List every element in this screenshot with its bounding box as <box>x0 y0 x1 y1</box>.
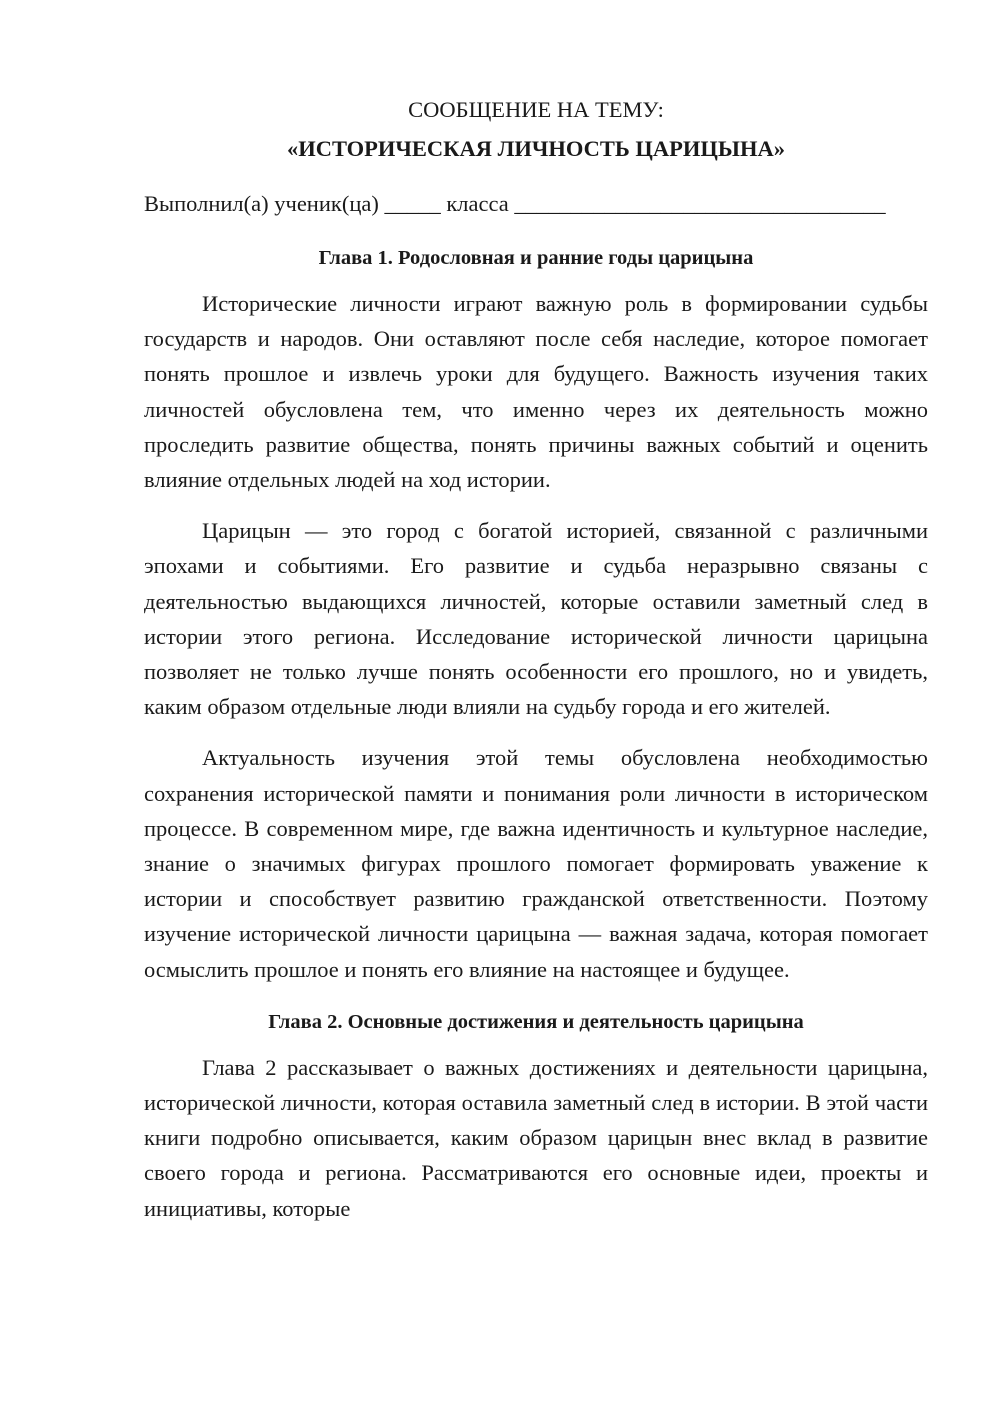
chapter-1-paragraph-2: Царицын — это город с богатой историей, связанной с различными эпохами и событиями. Его развитие и судьба неразрывно связаны с деятельностью выдающихся личностей, которые оставили заметный след в истории этого региона. Исследование исторической личности царицына позволяет не только лучше понять особенности его прошлого, но и увидеть, каким образом отдельные люди влияли на судьбу города и его жителей. <box>144 518 928 720</box>
document-page <box>144 92 928 1226</box>
document-title: «ИСТОРИЧЕСКАЯ ЛИЧНОСТЬ ЦАРИЦЫНА» <box>286 136 786 161</box>
chapter-2-title: Глава 2. Основные достижения и деятельность царицына <box>268 1010 804 1033</box>
chapter-1-paragraph-1: Исторические личности играют важную роль в формировании судьбы государств и народов. Они оставляют после себя наследие, которое помогает понять прошлое и извлечь уроки для будущего. Важность изучения таких личностей обусловлена тем, что именно через их деятельность можно проследить развитие общества, понять причины важных событий и оценить влияние отдельных людей на ход истории. <box>144 291 928 493</box>
chapter-2-paragraph-1: Глава 2 рассказывает о важных достижениях и деятельности царицына, исторической личности, которая оставила заметный след в истории. В этой части книги подробно описывается, каким образом царицын внес вклад в развитие своего города и региона. Рассматриваются его основные идеи, проекты и инициативы, которые <box>144 1054 928 1221</box>
chapter-1-paragraph-3: Актуальность изучения этой темы обусловлена необходимостью сохранения исторической памяти и понимания роли личности в историческом процессе. В современном мире, где важна идентичность и культурное наследие, знание о значимых фигурах прошлого помогает формировать уважение к истории и способствует развитию гражданской ответственности. Поэтому изучение исторической личности царицына — важная задача, которая помогает осмыслить прошлое и понять его влияние на настоящее и будущее. <box>144 745 928 982</box>
author-line: Выполнил(а) ученик(ца) _____ класса _________________________________ <box>144 191 886 216</box>
chapter-1 <box>144 241 928 987</box>
chapter-1-title: Глава 1. Родословная и ранние годы царицына <box>318 247 754 269</box>
document-heading: СООБЩЕНИЕ НА ТЕМУ: <box>408 97 664 122</box>
chapter-2 <box>144 1005 928 1226</box>
